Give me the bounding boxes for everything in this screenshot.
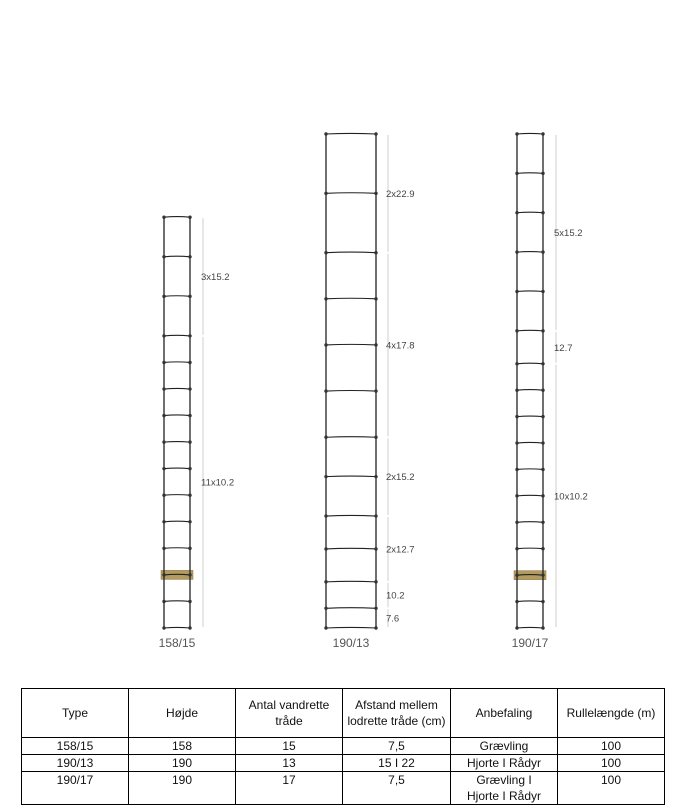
wire-knot <box>374 251 377 254</box>
dimension-label: 10.2 <box>386 590 405 602</box>
wire-knot <box>515 415 518 418</box>
wire-knot <box>515 362 518 365</box>
wire-knot <box>374 580 377 583</box>
wire-knot <box>374 192 377 195</box>
horizontal-wire <box>517 575 543 576</box>
cell-height: 158 <box>129 738 236 755</box>
wire-knot <box>188 494 191 497</box>
wire-knot <box>515 468 518 471</box>
dimension-label: 3x15.2 <box>201 272 230 284</box>
horizontal-wire <box>164 217 190 218</box>
horizontal-wire <box>164 256 190 257</box>
table-row <box>22 755 665 772</box>
horizontal-wire <box>326 344 376 345</box>
wire-knot <box>324 436 327 439</box>
horizontal-wire <box>517 469 543 470</box>
horizontal-wire <box>164 627 190 628</box>
horizontal-wire <box>326 608 376 609</box>
dimension-label: 5x15.2 <box>554 227 583 239</box>
wire-knot <box>324 389 327 392</box>
wire-knot <box>162 387 165 390</box>
wire-knot <box>162 600 165 603</box>
wire-knot <box>188 520 191 523</box>
wire-knot <box>162 467 165 470</box>
horizontal-wire <box>164 468 190 469</box>
table-row <box>22 738 665 755</box>
wire-knot <box>374 436 377 439</box>
wire-knot <box>541 494 544 497</box>
header-recommendation: Anbefaling <box>451 689 558 738</box>
wire-knot <box>162 216 165 219</box>
cell-type: 190/13 <box>22 755 129 772</box>
wire-knot <box>515 250 518 253</box>
wire-knot <box>188 547 191 550</box>
horizontal-wire <box>517 363 543 364</box>
horizontal-wire <box>517 442 543 443</box>
wire-knot <box>541 362 544 365</box>
wire-knot <box>188 334 191 337</box>
header-roll-length: Rullelængde (m) <box>558 689 665 738</box>
wire-knot <box>324 297 327 300</box>
cell-horizontal-wires: 13 <box>236 755 343 772</box>
wire-knot <box>324 343 327 346</box>
wire-knot <box>515 329 518 332</box>
wire-knot <box>188 573 191 576</box>
wire-knot <box>515 494 518 497</box>
dimension-label: 12.7 <box>554 342 573 354</box>
wire-knot <box>324 626 327 629</box>
horizontal-wire <box>517 291 543 292</box>
wire-knot <box>541 441 544 444</box>
wire-knot <box>374 389 377 392</box>
horizontal-wire <box>326 133 376 134</box>
horizontal-wire <box>326 437 376 438</box>
cell-roll-length: 100 <box>558 755 665 772</box>
fence-type-label: 190/17 <box>511 636 549 650</box>
horizontal-wire <box>517 627 543 628</box>
fence-spec-table <box>21 688 665 805</box>
horizontal-wire <box>164 388 190 389</box>
wire-knot <box>162 255 165 258</box>
wire-knot <box>515 600 518 603</box>
horizontal-wire <box>326 476 376 477</box>
wire-knot <box>515 172 518 175</box>
wire-knot <box>515 132 518 135</box>
horizontal-wire <box>326 391 376 392</box>
wire-knot <box>162 520 165 523</box>
wire-knot <box>515 521 518 524</box>
dimension-label: 11x10.2 <box>201 477 235 489</box>
horizontal-wire <box>164 574 190 575</box>
wire-knot <box>324 547 327 550</box>
wire-knot <box>541 415 544 418</box>
wire-knot <box>374 607 377 610</box>
dimension-label: 10x10.2 <box>554 491 588 503</box>
wire-knot <box>324 580 327 583</box>
cell-horizontal-wires: 17 <box>236 772 343 805</box>
cell-vertical-spacing: 7,5 <box>343 738 451 755</box>
wire-knot <box>515 441 518 444</box>
horizontal-wire <box>517 522 543 523</box>
cell-roll-length: 100 <box>558 772 665 805</box>
header-type: Type <box>22 689 129 738</box>
wire-knot <box>188 626 191 629</box>
wire-knot <box>541 600 544 603</box>
horizontal-wire <box>164 521 190 522</box>
horizontal-wire <box>164 548 190 549</box>
wire-knot <box>374 132 377 135</box>
wire-knot <box>374 626 377 629</box>
wire-knot <box>374 475 377 478</box>
wire-knot <box>188 414 191 417</box>
wire-knot <box>541 250 544 253</box>
table-header-row <box>22 689 665 738</box>
horizontal-wire <box>517 495 543 496</box>
dimension-label: 7.6 <box>386 613 400 625</box>
header-height: Højde <box>129 689 236 738</box>
wire-knot <box>324 192 327 195</box>
horizontal-wire <box>326 548 376 549</box>
wire-knot <box>188 387 191 390</box>
dimension-label: 2x12.7 <box>386 544 415 556</box>
dimension-label: 2x22.9 <box>386 188 415 200</box>
horizontal-wire <box>326 298 376 299</box>
wire-knot <box>162 573 165 576</box>
fence-type-label: 190/13 <box>332 636 370 650</box>
dimension-label: 2x15.2 <box>386 472 415 484</box>
horizontal-wire <box>517 133 543 134</box>
wire-knot <box>515 211 518 214</box>
wire-knot <box>515 388 518 391</box>
wire-knot <box>162 361 165 364</box>
horizontal-wire <box>164 335 190 336</box>
cell-recommendation: Grævling I Hjorte I Rådyr <box>451 772 558 805</box>
horizontal-wire <box>517 601 543 602</box>
wire-knot <box>541 290 544 293</box>
wire-knot <box>541 468 544 471</box>
wire-knot <box>515 573 518 576</box>
horizontal-wire <box>164 296 190 297</box>
table-row <box>22 772 665 805</box>
wire-knot <box>324 607 327 610</box>
horizontal-wire <box>164 601 190 602</box>
horizontal-wire <box>164 362 190 363</box>
wire-knot <box>541 573 544 576</box>
horizontal-wire <box>517 330 543 331</box>
horizontal-wire <box>517 212 543 213</box>
wire-knot <box>515 547 518 550</box>
wire-knot <box>374 514 377 517</box>
horizontal-wire <box>164 415 190 416</box>
wire-knot <box>324 475 327 478</box>
wire-knot <box>188 600 191 603</box>
horizontal-wire <box>326 252 376 253</box>
wire-knot <box>541 547 544 550</box>
header-horizontal-wires: Antal vandrette tråde <box>236 689 343 738</box>
wire-knot <box>162 547 165 550</box>
wire-knot <box>324 132 327 135</box>
horizontal-wire <box>164 442 190 443</box>
wire-knot <box>541 521 544 524</box>
wire-knot <box>188 467 191 470</box>
horizontal-wire <box>326 627 376 628</box>
horizontal-wire <box>517 252 543 253</box>
wire-knot <box>188 295 191 298</box>
horizontal-wire <box>164 495 190 496</box>
wire-knot <box>541 388 544 391</box>
wire-knot <box>515 290 518 293</box>
horizontal-wire <box>326 515 376 516</box>
wire-knot <box>162 295 165 298</box>
cell-vertical-spacing: 7,5 <box>343 772 451 805</box>
wire-knot <box>374 547 377 550</box>
wire-knot <box>541 211 544 214</box>
wire-knot <box>162 626 165 629</box>
wire-knot <box>188 216 191 219</box>
horizontal-wire <box>326 581 376 582</box>
wire-knot <box>324 514 327 517</box>
wire-knot <box>324 251 327 254</box>
cell-height: 190 <box>129 772 236 805</box>
wire-knot <box>541 172 544 175</box>
cell-horizontal-wires: 15 <box>236 738 343 755</box>
cell-roll-length: 100 <box>558 738 665 755</box>
wire-knot <box>374 343 377 346</box>
cell-type: 158/15 <box>22 738 129 755</box>
wire-knot <box>541 329 544 332</box>
wire-knot <box>541 626 544 629</box>
horizontal-wire <box>517 173 543 174</box>
cell-height: 190 <box>129 755 236 772</box>
cell-recommendation: Hjorte I Rådyr <box>451 755 558 772</box>
wire-knot <box>374 297 377 300</box>
horizontal-wire <box>517 548 543 549</box>
wire-knot <box>188 255 191 258</box>
wire-knot <box>162 334 165 337</box>
wire-knot <box>162 414 165 417</box>
wire-knot <box>541 132 544 135</box>
horizontal-wire <box>517 416 543 417</box>
wire-knot <box>515 626 518 629</box>
wire-knot <box>188 361 191 364</box>
dimension-label: 4x17.8 <box>386 340 415 352</box>
cell-type: 190/17 <box>22 772 129 805</box>
horizontal-wire <box>326 193 376 194</box>
wire-knot <box>162 440 165 443</box>
fence-type-label: 158/15 <box>158 636 196 650</box>
header-vertical-wire-spacing: Afstand mellem lodrette tråde (cm) <box>343 689 451 738</box>
cell-vertical-spacing: 15 I 22 <box>343 755 451 772</box>
cell-recommendation: Grævling <box>451 738 558 755</box>
horizontal-wire <box>517 390 543 391</box>
wire-knot <box>162 494 165 497</box>
wire-knot <box>188 440 191 443</box>
